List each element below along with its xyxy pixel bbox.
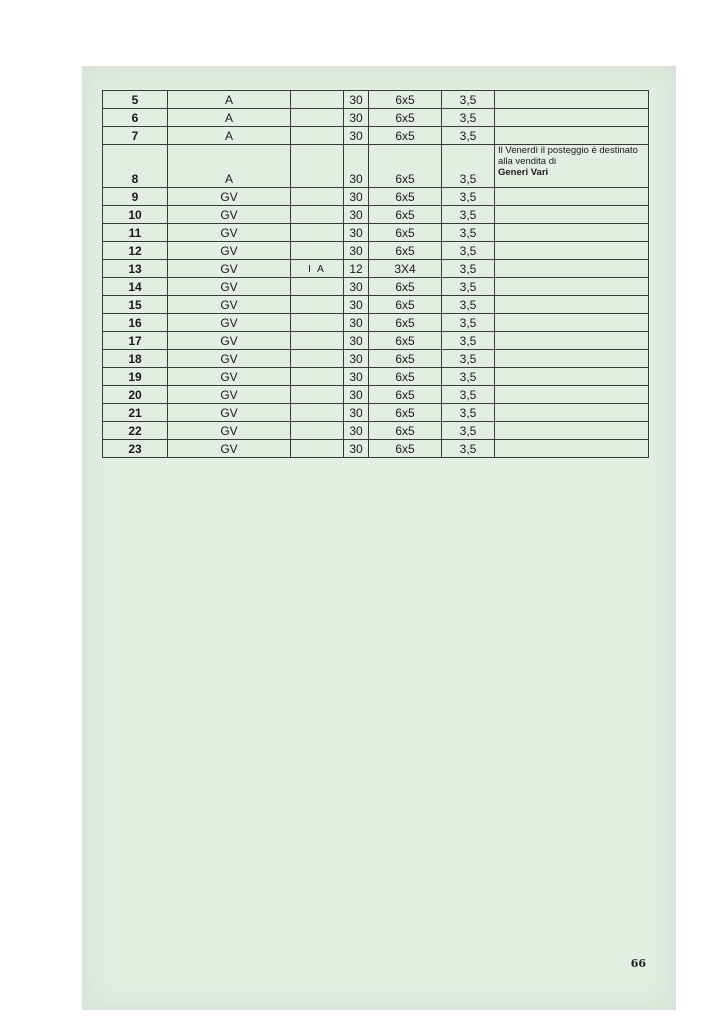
stall-width-cell: 3,5: [442, 91, 495, 109]
stall-number-cell: 7: [103, 127, 168, 145]
note-cell: [495, 278, 649, 296]
table-row: [103, 206, 649, 224]
stall-dimension-cell: 6x5: [369, 332, 442, 350]
stall-value-cell: 30: [344, 422, 369, 440]
stall-number-cell: 22: [103, 422, 168, 440]
stall-number-cell: 23: [103, 440, 168, 458]
table-row: [103, 260, 649, 278]
stall-flag-cell: I A: [291, 260, 344, 278]
stall-number-cell: 16: [103, 314, 168, 332]
stall-dimension-cell: 6x5: [369, 206, 442, 224]
note-cell: [495, 206, 649, 224]
stall-flag-cell: [291, 278, 344, 296]
stall-width-cell: 3,5: [442, 368, 495, 386]
stall-number-cell: 18: [103, 350, 168, 368]
stall-type-cell: GV: [168, 296, 291, 314]
stall-width-cell: 3,5: [442, 206, 495, 224]
note-cell: [495, 224, 649, 242]
table-row: [103, 404, 649, 422]
stall-width-cell: 3,5: [442, 332, 495, 350]
stall-type-cell: A: [168, 109, 291, 127]
stall-value-cell: 30: [344, 206, 369, 224]
stall-dimension-cell: 6x5: [369, 109, 442, 127]
stall-dimension-cell: 6x5: [369, 440, 442, 458]
stall-number-cell: 21: [103, 404, 168, 422]
stall-type-cell: GV: [168, 224, 291, 242]
table-row: [103, 296, 649, 314]
stall-dimension-cell: 6x5: [369, 422, 442, 440]
stall-width-cell: 3,5: [442, 260, 495, 278]
stall-type-cell: GV: [168, 188, 291, 206]
stall-type-cell: GV: [168, 368, 291, 386]
stall-value-cell: 30: [344, 127, 369, 145]
note-cell: [495, 332, 649, 350]
note-cell: [495, 91, 649, 109]
stall-number-cell: 6: [103, 109, 168, 127]
stall-value-cell: 30: [344, 278, 369, 296]
stall-value-cell: 30: [344, 91, 369, 109]
stall-type-cell: A: [168, 145, 291, 188]
stall-width-cell: 3,5: [442, 404, 495, 422]
note-text: Il Venerdì il posteggio è destinato alla vendita di: [498, 145, 638, 167]
stall-flag-cell: [291, 422, 344, 440]
note-cell: [495, 296, 649, 314]
table-row: [103, 422, 649, 440]
stall-dimension-cell: 6x5: [369, 278, 442, 296]
stall-number-cell: 20: [103, 386, 168, 404]
stall-width-cell: 3,5: [442, 350, 495, 368]
table-row: [103, 386, 649, 404]
stall-dimension-cell: 6x5: [369, 368, 442, 386]
stall-width-cell: 3,5: [442, 296, 495, 314]
stall-width-cell: 3,5: [442, 242, 495, 260]
document-page: [82, 66, 676, 1010]
stall-value-cell: 12: [344, 260, 369, 278]
stall-value-cell: 30: [344, 224, 369, 242]
table-row: [103, 91, 649, 109]
stall-value-cell: 30: [344, 386, 369, 404]
stall-type-cell: GV: [168, 404, 291, 422]
stall-type-cell: GV: [168, 314, 291, 332]
note-cell: [495, 386, 649, 404]
stall-value-cell: 30: [344, 440, 369, 458]
stall-flag-cell: [291, 350, 344, 368]
stall-flag-cell: [291, 224, 344, 242]
note-cell: [495, 188, 649, 206]
stall-value-cell: 30: [344, 404, 369, 422]
stall-flag-cell: [291, 332, 344, 350]
stall-width-cell: 3,5: [442, 109, 495, 127]
stall-flag-cell: [291, 368, 344, 386]
stall-flag-cell: [291, 386, 344, 404]
stall-width-cell: 3,5: [442, 145, 495, 188]
stall-value-cell: 30: [344, 109, 369, 127]
stall-number-cell: 8: [103, 145, 168, 188]
stall-number-cell: 9: [103, 188, 168, 206]
table-row: [103, 109, 649, 127]
stall-dimension-cell: 6x5: [369, 350, 442, 368]
stall-width-cell: 3,5: [442, 278, 495, 296]
note-cell: [495, 127, 649, 145]
stall-flag-cell: [291, 296, 344, 314]
table-row: [103, 242, 649, 260]
stall-number-cell: 14: [103, 278, 168, 296]
stall-width-cell: 3,5: [442, 314, 495, 332]
stall-type-cell: GV: [168, 278, 291, 296]
stall-number-cell: 10: [103, 206, 168, 224]
stall-value-cell: 30: [344, 350, 369, 368]
stall-number-cell: 19: [103, 368, 168, 386]
stall-dimension-cell: 6x5: [369, 91, 442, 109]
note-cell: [495, 422, 649, 440]
stall-width-cell: 3,5: [442, 224, 495, 242]
stall-value-cell: 30: [344, 296, 369, 314]
stall-width-cell: 3,5: [442, 440, 495, 458]
stall-dimension-cell: 6x5: [369, 386, 442, 404]
table-row: [103, 224, 649, 242]
stall-number-cell: 15: [103, 296, 168, 314]
stall-flag-cell: [291, 314, 344, 332]
stall-flag-cell: [291, 145, 344, 188]
stall-flag-cell: [291, 188, 344, 206]
stall-type-cell: GV: [168, 260, 291, 278]
note-cell: [495, 440, 649, 458]
note-cell: [495, 145, 649, 188]
stall-type-cell: GV: [168, 332, 291, 350]
table-row: [103, 127, 649, 145]
market-stalls-table: [102, 90, 649, 458]
stall-dimension-cell: 6x5: [369, 242, 442, 260]
stall-dimension-cell: 6x5: [369, 145, 442, 188]
stall-dimension-cell: 6x5: [369, 224, 442, 242]
table-row: [103, 314, 649, 332]
stall-dimension-cell: 3X4: [369, 260, 442, 278]
stall-number-cell: 17: [103, 332, 168, 350]
stall-flag-cell: [291, 109, 344, 127]
stall-value-cell: 30: [344, 368, 369, 386]
stall-width-cell: 3,5: [442, 188, 495, 206]
stall-type-cell: GV: [168, 386, 291, 404]
note-cell: [495, 368, 649, 386]
stall-width-cell: 3,5: [442, 127, 495, 145]
stall-dimension-cell: 6x5: [369, 127, 442, 145]
stall-type-cell: GV: [168, 242, 291, 260]
stall-value-cell: 30: [344, 145, 369, 188]
stall-flag-cell: [291, 242, 344, 260]
table-row: [103, 332, 649, 350]
note-cell: [495, 404, 649, 422]
page-number: 66: [630, 957, 646, 970]
stall-dimension-cell: 6x5: [369, 188, 442, 206]
stall-type-cell: A: [168, 91, 291, 109]
stall-type-cell: GV: [168, 206, 291, 224]
stall-flag-cell: [291, 206, 344, 224]
table-row: [103, 368, 649, 386]
stall-value-cell: 30: [344, 332, 369, 350]
stall-value-cell: 30: [344, 314, 369, 332]
stall-type-cell: GV: [168, 440, 291, 458]
stall-number-cell: 13: [103, 260, 168, 278]
table-row: [103, 350, 649, 368]
stall-flag-cell: [291, 127, 344, 145]
stall-dimension-cell: 6x5: [369, 404, 442, 422]
note-cell: [495, 242, 649, 260]
note-cell: [495, 260, 649, 278]
table-row: [103, 188, 649, 206]
stall-type-cell: GV: [168, 422, 291, 440]
note-cell: [495, 350, 649, 368]
stall-number-cell: 5: [103, 91, 168, 109]
stall-flag-cell: [291, 440, 344, 458]
table-row: [103, 440, 649, 458]
note-cell: [495, 109, 649, 127]
stall-type-cell: A: [168, 127, 291, 145]
stall-value-cell: 30: [344, 188, 369, 206]
note-cell: [495, 314, 649, 332]
stall-flag-cell: [291, 91, 344, 109]
table-row: [103, 145, 649, 188]
stall-width-cell: 3,5: [442, 386, 495, 404]
stall-type-cell: GV: [168, 350, 291, 368]
note-strong-text: Generi Vari: [498, 167, 549, 178]
stall-value-cell: 30: [344, 242, 369, 260]
stall-dimension-cell: 6x5: [369, 314, 442, 332]
stall-width-cell: 3,5: [442, 422, 495, 440]
stall-dimension-cell: 6x5: [369, 296, 442, 314]
stall-number-cell: 12: [103, 242, 168, 260]
table-row: [103, 278, 649, 296]
stall-number-cell: 11: [103, 224, 168, 242]
stall-flag-cell: [291, 404, 344, 422]
